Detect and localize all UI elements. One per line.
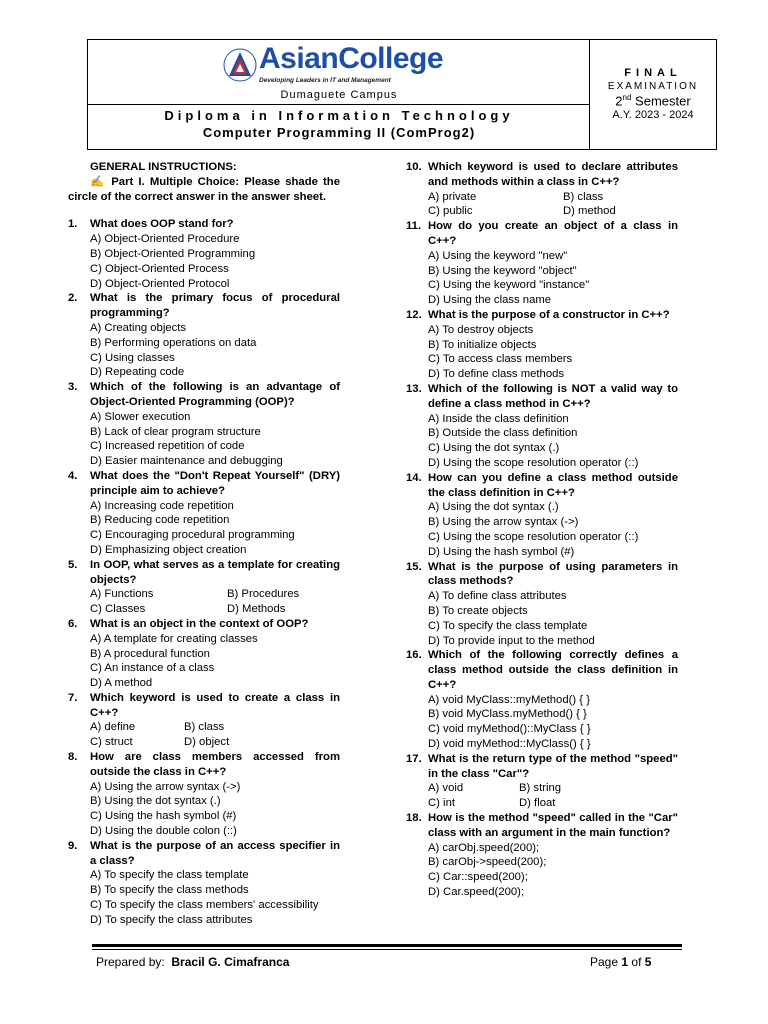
answer-option: A) Inside the class definition	[428, 412, 569, 425]
college-emblem-icon	[223, 48, 257, 82]
prepared-by	[96, 955, 289, 969]
question-item	[406, 752, 678, 811]
question-number: 4.	[68, 469, 78, 482]
answer-option: A) Using the dot syntax (.)	[428, 501, 559, 514]
question-text: What does the "Don't Repeat Yourself" (DRY) principle aim to achieve?	[90, 469, 340, 497]
answer-option-row	[406, 204, 678, 219]
question-text: How can you define a class method outside the class definition in C++?	[428, 471, 678, 499]
answer-option: A) carObj.speed(200);	[428, 841, 540, 854]
question-number: 13.	[406, 382, 422, 395]
right-column	[406, 160, 678, 900]
question-text: How is the method "speed" called in the "Car" class with an argument in the main function?	[428, 812, 678, 839]
academic-year: A.Y. 2023 - 2024	[612, 109, 694, 121]
answer-option-row	[406, 190, 678, 205]
page-label: Page	[590, 955, 619, 969]
answer-option: B) void MyClass.myMethod() { }	[428, 708, 587, 721]
answer-option: A) Increasing code repetition	[90, 499, 234, 512]
question-number: 8.	[68, 751, 78, 764]
question-item	[68, 839, 340, 928]
answer-option: A) private	[428, 190, 477, 203]
answer-option: B) Performing operations on data	[90, 336, 257, 349]
answer-option: B) Reducing code repetition	[90, 514, 230, 527]
question-item	[406, 308, 678, 382]
instructions-body: Part I. Multiple Choice: Please shade the circle of the correct answer in the answer sheet.	[68, 175, 340, 203]
footer-rule-thick	[92, 944, 682, 947]
question-item	[68, 217, 340, 291]
question-text: Which of the following is an advantage of Object-Oriented Programming (OOP)?	[90, 381, 340, 408]
answer-option: B) class	[563, 190, 604, 203]
answer-option-row	[68, 720, 340, 735]
answer-option: B) Using the dot syntax (.)	[90, 795, 221, 808]
answer-option: A) Creating objects	[90, 321, 187, 334]
question-text: What is the return type of the method "speed" in the class "Car"?	[428, 752, 678, 780]
answer-option: D) float	[519, 797, 556, 810]
answer-option: D) Methods	[227, 603, 286, 616]
question-item	[406, 471, 678, 560]
question-text: What is the purpose of a constructor in C++?	[428, 308, 670, 321]
instructions-title: GENERAL INSTRUCTIONS:	[90, 161, 237, 173]
question-number: 6.	[68, 617, 78, 630]
answer-option: A) To destroy objects	[428, 323, 534, 336]
answer-option: C) Using the hash symbol (#)	[90, 810, 237, 823]
question-item	[68, 617, 340, 691]
program-title: Diploma in Information Technology	[164, 108, 514, 123]
header-exam-cell	[590, 40, 716, 149]
answer-option: C) struct	[90, 736, 133, 749]
page-total: 5	[644, 955, 652, 969]
answer-option: C) public	[428, 205, 473, 218]
semester-num: 2	[615, 93, 623, 109]
question-number: 11.	[406, 220, 422, 233]
answer-option: D) method	[563, 205, 616, 218]
answer-option: C) Using classes	[90, 351, 175, 364]
college-tagline: Developing Leaders in IT and Management	[259, 77, 391, 84]
exam-type: FINAL	[624, 67, 682, 79]
question-text: What is the purpose of using parameters in class methods?	[428, 560, 678, 588]
answer-option: A) define	[90, 721, 136, 734]
question-text: What is the primary focus of procedural programming?	[90, 292, 340, 320]
answer-option: A) Using the arrow syntax (->)	[90, 780, 241, 793]
question-item	[406, 160, 678, 219]
answer-option: A) void MyClass::myMethod() { }	[428, 693, 590, 706]
question-number: 10.	[406, 161, 422, 173]
question-item	[68, 380, 340, 469]
answer-option: D) Using the scope resolution operator (::)	[428, 456, 639, 469]
question-item	[68, 558, 340, 617]
answer-option: A) Functions	[90, 588, 154, 601]
answer-option: A) void	[428, 782, 464, 795]
answer-option: D) Car.speed(200);	[428, 886, 525, 899]
answer-option: C) To specify the class template	[428, 619, 588, 632]
answer-option: D) Emphasizing object creation	[90, 543, 247, 556]
writing-hand-icon: ✍	[90, 175, 107, 188]
campus-name: Dumaguete Campus	[280, 89, 398, 101]
question-number: 17.	[406, 752, 422, 765]
instructions-text	[68, 175, 340, 205]
question-text: In OOP, what serves as a template for creating objects?	[90, 558, 340, 586]
answer-option: D) Object-Oriented Protocol	[90, 277, 230, 290]
answer-option: D) Repeating code	[90, 366, 185, 379]
question-number: 5.	[68, 558, 78, 571]
answer-option-row	[406, 781, 678, 796]
question-text: Which of the following correctly defines a class method outside the class definition in C++?	[428, 649, 678, 691]
answer-option: C) Increased repetition of code	[90, 440, 245, 453]
question-list-right	[406, 160, 678, 900]
answer-option: B) Lack of clear program structure	[90, 425, 261, 438]
answer-option: A) To define class attributes	[428, 590, 567, 603]
footer-rule-thin	[92, 949, 682, 950]
question-item	[68, 750, 340, 839]
answer-option: B) Using the arrow syntax (->)	[428, 516, 579, 529]
question-item	[68, 291, 340, 380]
answer-option: C) Using the dot syntax (.)	[428, 442, 560, 455]
question-item	[406, 382, 678, 471]
question-text: How do you create an object of a class in C++?	[428, 220, 678, 247]
question-number: 1.	[68, 218, 78, 231]
answer-option-row	[68, 735, 340, 750]
answer-option: D) To specify the class attributes	[90, 913, 253, 926]
answer-option: C) Using the scope resolution operator (::)	[428, 530, 639, 543]
answer-option: B) Outside the class definition	[428, 427, 578, 440]
answer-option: D) void myMethod::MyClass() { }	[428, 738, 591, 751]
header-title-cell	[88, 105, 590, 149]
answer-option: D) object	[184, 736, 230, 749]
answer-option: D) Using the hash symbol (#)	[428, 545, 575, 558]
semester-sup: nd	[622, 93, 632, 102]
question-text: Which of the following is NOT a valid way to define a class method in C++?	[428, 382, 678, 410]
question-number: 9.	[68, 839, 78, 852]
college-name: AsianCollege	[259, 42, 444, 75]
question-number: 7.	[68, 691, 78, 704]
question-item	[68, 469, 340, 558]
answer-option: D) Using the class name	[428, 294, 552, 307]
answer-option: D) To define class methods	[428, 368, 565, 381]
answer-option: B) To initialize objects	[428, 338, 537, 351]
left-column	[68, 160, 340, 928]
semester	[590, 93, 716, 108]
question-number: 3.	[68, 381, 78, 394]
question-number: 14.	[406, 471, 422, 484]
answer-option: C) To access class members	[428, 353, 573, 366]
question-text: Which keyword is used to declare attributes and methods within a class in C++?	[428, 161, 678, 188]
header-box	[87, 39, 717, 150]
question-text: What is an object in the context of OOP?	[90, 617, 309, 630]
answer-option-row	[406, 796, 678, 811]
college-logo	[223, 42, 463, 89]
page-number: 1	[621, 955, 629, 969]
question-item	[406, 811, 678, 900]
course-title: Computer Programming II (ComProg2)	[202, 125, 476, 140]
answer-option: B) To create objects	[428, 604, 528, 617]
answer-option: C) An instance of a class	[90, 662, 215, 675]
question-number: 16.	[406, 649, 422, 662]
answer-option: C) Classes	[90, 603, 146, 616]
author-name: Bracil G. Cimafranca	[171, 955, 290, 969]
header-logo-cell	[88, 40, 590, 105]
question-item	[68, 691, 340, 750]
question-item	[406, 560, 678, 649]
answer-option: A) Slower execution	[90, 410, 191, 423]
answer-option: D) To provide input to the method	[428, 634, 595, 647]
question-text: What is the purpose of an access specifier in a class?	[90, 839, 340, 867]
exam-label: EXAMINATION	[607, 81, 699, 92]
answer-option: B) A procedural function	[90, 647, 210, 660]
question-text: What does OOP stand for?	[90, 218, 234, 231]
question-number: 12.	[406, 308, 422, 321]
answer-option-row	[68, 602, 340, 617]
answer-option: B) To specify the class methods	[90, 884, 249, 897]
answer-option: C) Object-Oriented Process	[90, 262, 229, 275]
question-text: How are class members accessed from outside the class in C++?	[90, 751, 340, 778]
answer-option: C) void myMethod()::MyClass { }	[428, 723, 591, 736]
question-list-left	[68, 217, 340, 927]
answer-option-row	[68, 587, 340, 602]
answer-option: A) A template for creating classes	[90, 632, 258, 645]
answer-option: C) Car::speed(200);	[428, 871, 528, 884]
answer-option: B) Using the keyword "object"	[428, 264, 577, 277]
page-indicator	[590, 955, 651, 969]
answer-option: D) Easier maintenance and debugging	[90, 455, 283, 468]
answer-option: B) Object-Oriented Programming	[90, 247, 256, 260]
question-number: 15.	[406, 560, 422, 573]
question-text: Which keyword is used to create a class in C++?	[90, 691, 340, 719]
answer-option: D) Using the double colon (::)	[90, 825, 237, 838]
question-number: 2.	[68, 292, 78, 305]
answer-option: C) To specify the class members' accessibility	[90, 899, 319, 912]
of-label: of	[631, 955, 642, 969]
answer-option: C) Using the keyword "instance"	[428, 279, 590, 292]
answer-option: A) Using the keyword "new"	[428, 249, 568, 262]
answer-option: C) int	[428, 797, 455, 810]
question-item	[406, 648, 678, 752]
answer-option: B) Procedures	[227, 588, 300, 601]
answer-option: A) Object-Oriented Procedure	[90, 233, 240, 246]
answer-option: B) carObj->speed(200);	[428, 856, 547, 869]
answer-option: A) To specify the class template	[90, 869, 249, 882]
question-item	[406, 219, 678, 308]
answer-option: B) string	[519, 782, 562, 795]
prepared-label: Prepared by:	[96, 955, 165, 969]
answer-option: D) A method	[90, 677, 153, 690]
answer-option: B) class	[184, 721, 225, 734]
semester-word: Semester	[631, 93, 691, 109]
question-number: 18.	[406, 812, 422, 825]
answer-option: C) Encouraging procedural programming	[90, 529, 295, 542]
